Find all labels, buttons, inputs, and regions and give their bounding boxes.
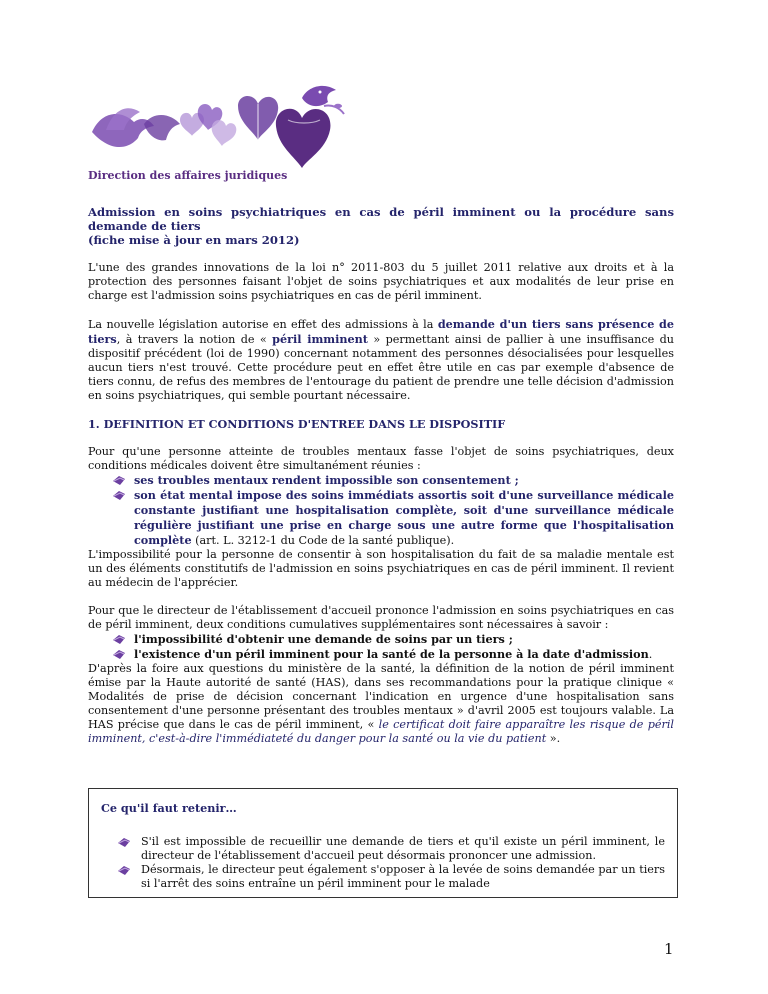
has-paragraph [88,662,674,746]
condition-text: son état mental impose des soins immédiats assortis soit d'une surveillance médicale constante justifiant une hospitalisation complète, soit d'une surveillance médicale régulière justifiant une prise en charge sous une autre forme que l'hospitalisation complète [134,488,674,547]
document-title [88,205,674,247]
context-text: » permettant ainsi de pallier à une insuffisance du dispositif précédent (loi de 1990) concernant notamment des personnes désocialisées pour lesquelles aucun tiers n'est trouvé. Cette procédure peut en effet être utile en cas par exemple d'absence de tiers connu, de refus des membres de l'entourage du patient de prendre une telle décision d'admission en soins psychiatriques, qui semble pourtant nécessaire. [88,333,674,402]
list-item [89,835,669,863]
legal-reference: (art. L. 3212-1 du Code de la santé publique). [191,534,455,547]
context-text: La nouvelle législation autorise en effet des admissions à la [88,318,438,331]
section-heading: 1. DEFINITION ET CONDITIONS D'ENTREE DANS LE DISPOSITIF [88,417,506,431]
has-text: D'après la foire aux questions du ministère de la santé, la définition de la notion de péril imminent émise par la Haute autorité de santé (HAS), dans ses recommandations pour la pratique clinique « Modalités de prise de décision concernant l'indication en urgence d'une hospitalisation sans consentement d'une personne présentant des troubles mentaux » d'avril 2005 est toujours valable. La HAS précise que dans le cas de péril imminent, « [88,662,674,731]
bullet-icon [117,837,131,848]
list-item [88,488,674,548]
summary-title: Ce qu'il faut retenir… [101,801,237,815]
condition-text: l'impossibilité d'obtenir une demande de soins par un tiers ; [134,632,513,646]
page-number: 1 [664,940,674,958]
bullet-icon [112,475,126,486]
logo-graphic [88,80,348,168]
document-body [88,205,674,746]
bullet-icon [112,634,126,645]
impossibility-paragraph: L'impossibilité pour la personne de consentir à son hospitalisation du fait de sa maladie mentale est un des éléments constitutifs de l'admission en soins psychiatriques en cas de péril imminent. Il revient au médecin de l'apprécier. [88,548,674,589]
bullet-icon [117,865,131,876]
condition-text: l'existence d'un péril imminent pour la santé de la personne à la date d'admission [134,647,649,661]
context-emphasis: péril imminent [272,332,368,346]
context-text: , à travers la notion de « [116,333,273,346]
has-quote: le certificat doit faire apparaître les risque de péril imminent, c'est-à-dire l'immédiateté du danger pour la santé ou la vie du patient [88,718,674,745]
context-paragraph [88,317,674,403]
logo [88,80,348,168]
list-item [88,473,674,488]
summary-box [88,788,678,898]
director-paragraph: Pour que le directeur de l'établissement d'accueil prononce l'admission en soins psychiatriques en cas de péril imminent, deux conditions cumulatives supplémentaires sont nécessaires à savoir : [88,604,674,631]
title-line: Admission en soins psychiatriques en cas de péril imminent ou la procédure sans demande de tiers [88,205,674,233]
summary-list [89,835,669,891]
medical-conditions-list [88,473,674,548]
condition-end: . [648,648,653,661]
list-item [89,863,669,891]
title-date: (fiche mise à jour en mars 2012) [88,233,300,247]
condition-text: ses troubles mentaux rendent impossible son consentement ; [134,473,519,487]
bullet-icon [112,649,126,660]
bullet-icon [112,490,126,501]
list-item [88,632,674,647]
summary-item-text: S'il est impossible de recueillir une demande de tiers et qu'il existe un péril imminent, le directeur de l'établissement d'accueil peut désormais prononcer une admission. [141,835,665,862]
conditions-lead: Pour qu'une personne atteinte de troubles mentaux fasse l'objet de soins psychiatriques, deux conditions médicales doivent être simultanément réunies : [88,445,674,472]
additional-conditions-list [88,632,674,662]
context-emphasis: demande d'un tiers sans présence de tiers [88,317,675,346]
has-text-end: ». [546,732,561,745]
list-item [88,647,674,662]
summary-item-text: Désormais, le directeur peut également s'opposer à la levée de soins demandée par un tiers si l'arrêt des soins entraîne un péril imminent pour le malade [141,863,665,890]
department-name: Direction des affaires juridiques [88,169,288,182]
intro-paragraph: L'une des grandes innovations de la loi n° 2011-803 du 5 juillet 2011 relative aux droits et à la protection des personnes faisant l'objet de soins psychiatriques et aux modalités de leur prise en charge est l'admission soins psychiatriques en cas de péril imminent. [88,261,674,302]
